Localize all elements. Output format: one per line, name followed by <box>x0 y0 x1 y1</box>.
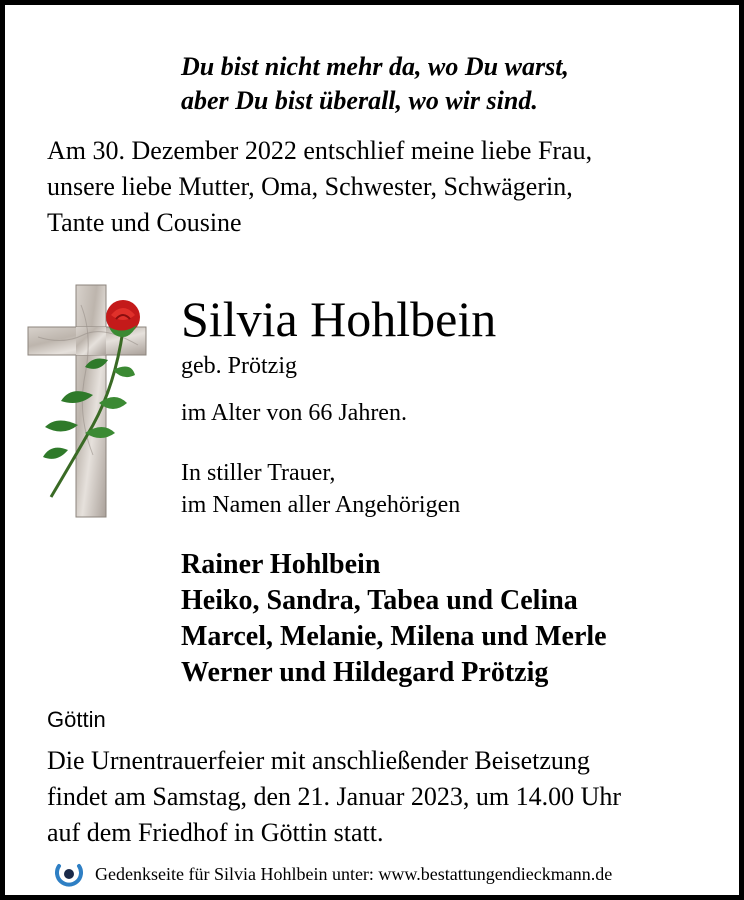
mourners-list <box>181 547 607 691</box>
ceremony-line-1: Die Urnentrauerfeier mit anschließender Beisetzung <box>47 746 590 775</box>
age-line: im Alter von 66 Jahren. <box>181 400 407 426</box>
cross-with-rose-icon <box>23 275 173 535</box>
mourning-statement <box>181 457 460 521</box>
intro-line-3: Tante und Cousine <box>47 208 242 237</box>
intro-line-2: unsere liebe Mutter, Oma, Schwester, Schwägerin, <box>47 172 573 201</box>
intro-line-1: Am 30. Dezember 2022 entschlief meine liebe Frau, <box>47 136 593 165</box>
quote-line-1: Du bist nicht mehr da, wo Du warst, <box>181 52 569 81</box>
birth-name: geb. Prötzig <box>181 353 297 379</box>
ceremony-line-3: auf dem Friedhof in Göttin statt. <box>47 818 384 847</box>
memorial-page-footer <box>55 857 612 891</box>
quote-line-2: aber Du bist überall, wo wir sind. <box>181 86 538 115</box>
mourner-line: Rainer Hohlbein <box>181 549 381 580</box>
place-name: Göttin <box>47 707 106 732</box>
mourner-line: Heiko, Sandra, Tabea und Celina <box>181 585 578 616</box>
mourner-line: Werner und Hildegard Prötzig <box>181 657 549 688</box>
mourner-line: Marcel, Melanie, Milena und Merle <box>181 621 607 652</box>
ceremony-details <box>47 743 621 851</box>
mourning-line-1: In stiller Trauer, <box>181 460 336 486</box>
memorial-page-link[interactable]: Gedenkseite für Silvia Hohlbein unter: www.bestattungendieckmann.de <box>95 863 613 884</box>
memorial-quote <box>181 50 569 118</box>
ceremony-line-2: findet am Samstag, den 21. Januar 2023, um 14.00 Uhr <box>47 782 622 811</box>
mourning-line-2: im Namen aller Angehörigen <box>181 492 461 518</box>
funeral-home-logo-icon <box>55 860 83 888</box>
death-announcement <box>47 133 592 241</box>
deceased-name: Silvia Hohlbein <box>181 291 497 347</box>
